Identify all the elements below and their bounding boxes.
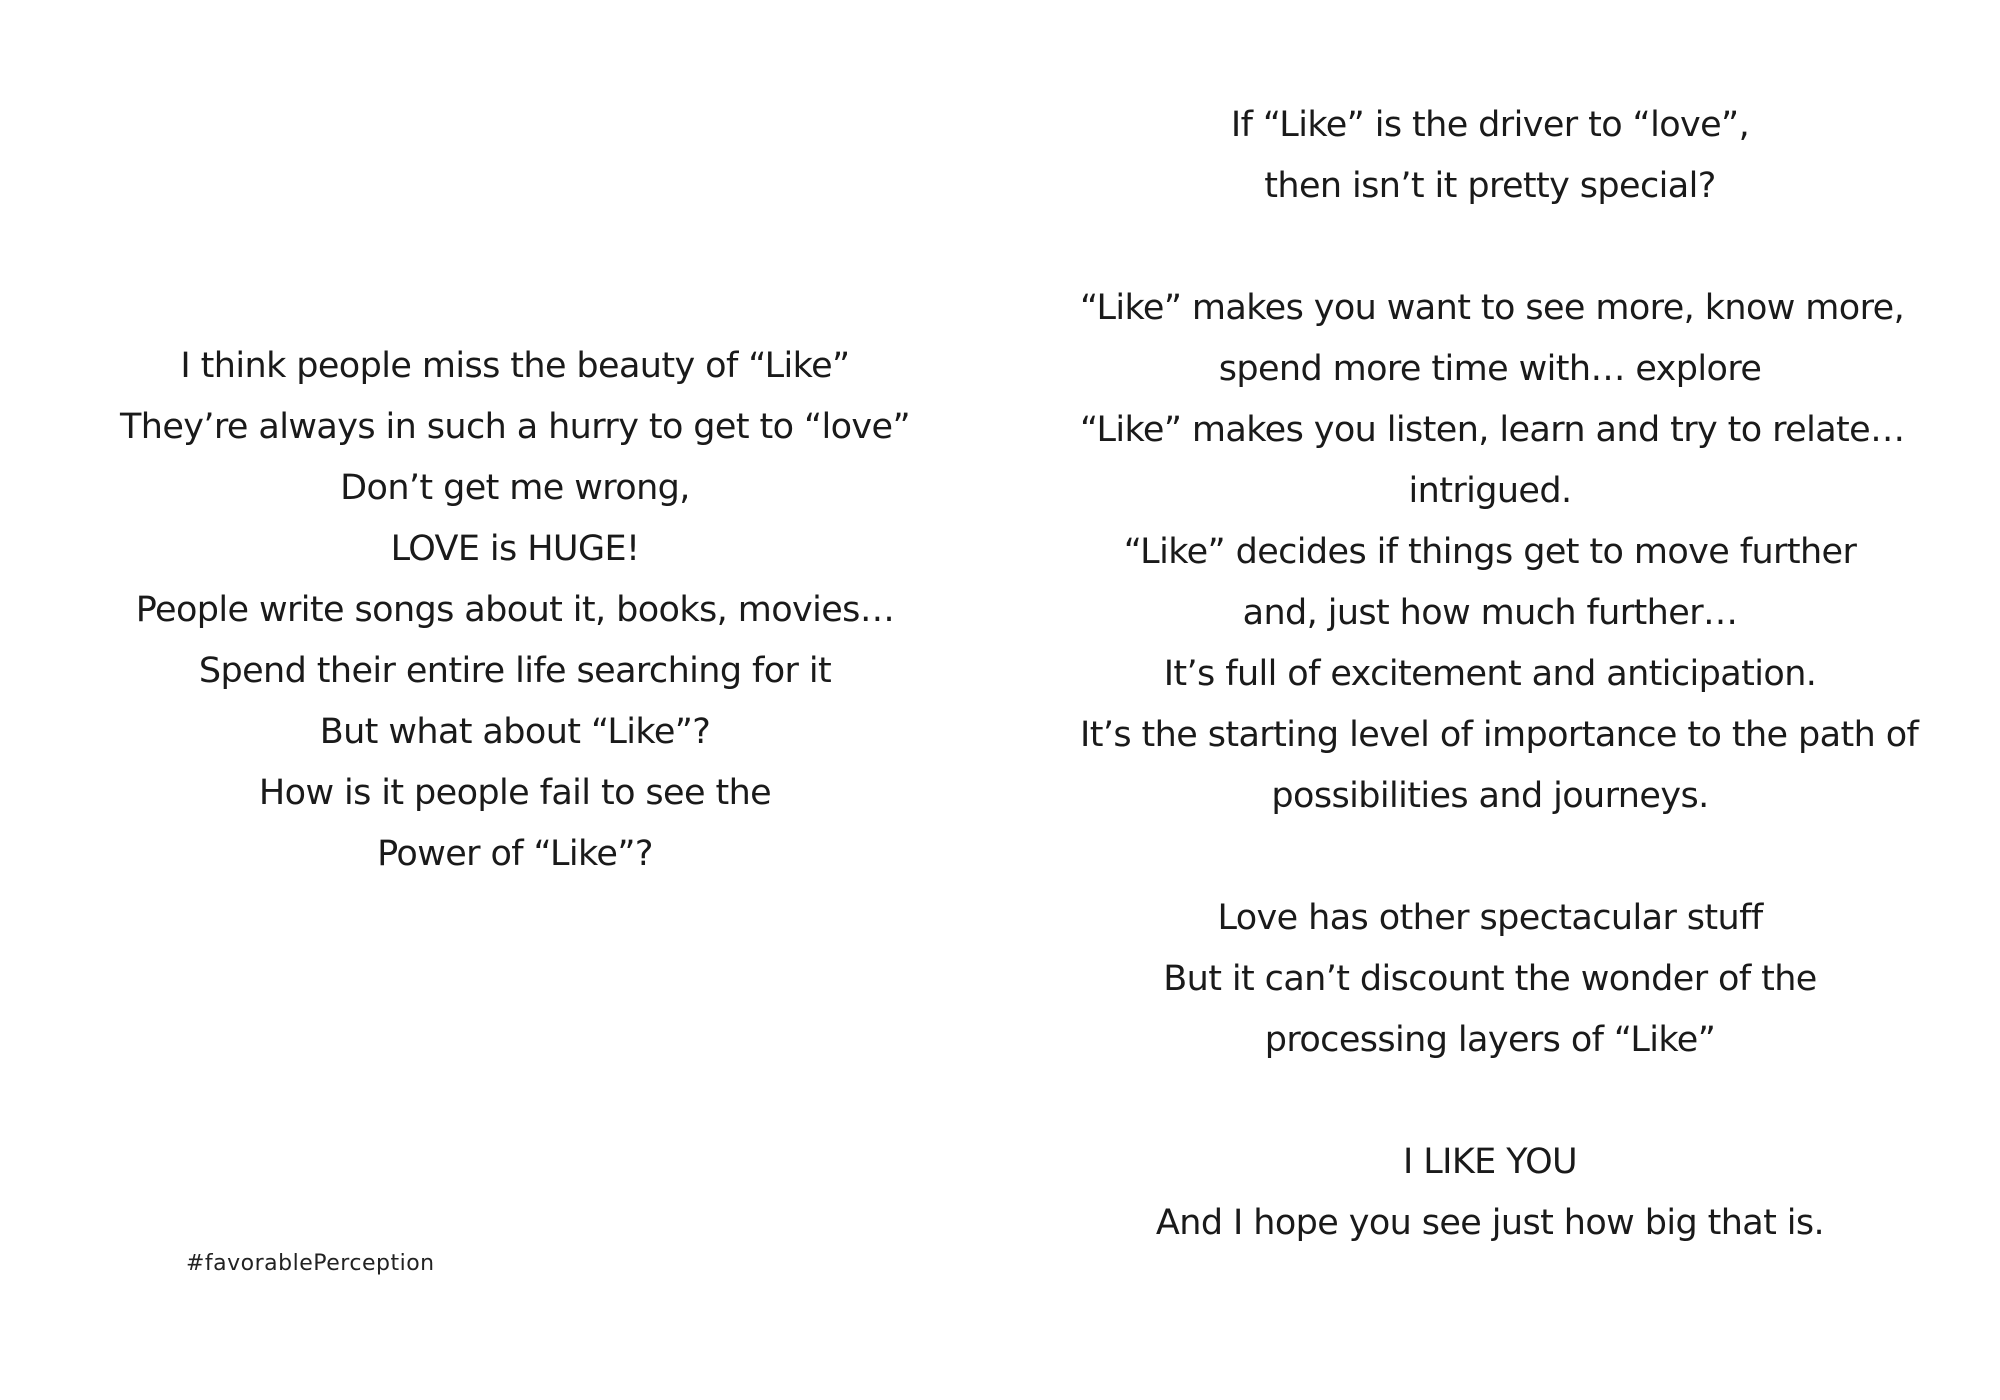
poem-line: processing layers of “Like” — [1264, 1020, 1716, 1060]
poem-line: spend more time with… explore — [1218, 349, 1762, 389]
poem-line: But it can’t discount the wonder of the — [1163, 959, 1817, 999]
left-stanza — [115, 336, 915, 885]
poem-line: They’re always in such a hurry to get to “love” — [119, 407, 911, 447]
poem-line: It’s full of excitement and anticipation. — [1163, 654, 1817, 694]
poem-line: “Like” makes you want to see more, know more, — [1080, 288, 1905, 328]
poem-line: “Like” makes you listen, learn and try to relate… — [1080, 410, 1905, 450]
stanza-break — [1080, 1071, 1900, 1132]
hashtag: #favorablePerception — [186, 1251, 435, 1276]
poem-line: It’s the starting level of importance to the path of — [1080, 715, 1919, 755]
poem-line: intrigued. — [1408, 471, 1572, 511]
stanza-break — [1080, 827, 1900, 888]
poem-line: And I hope you see just how big that is. — [1155, 1203, 1825, 1243]
poem-line: I LIKE YOU — [1402, 1142, 1578, 1182]
poem-line: Don’t get me wrong, — [340, 468, 690, 508]
poem-line: But what about “Like”? — [319, 712, 711, 752]
poem-line: possibilities and journeys. — [1271, 776, 1709, 816]
poem-line: Love has other spectacular stuff — [1217, 898, 1763, 938]
poem-line: “Like” decides if things get to move further — [1123, 532, 1857, 572]
poem-line: People write songs about it, books, movies… — [135, 590, 895, 630]
right-stanza — [1080, 95, 1919, 1254]
poem-line: and, just how much further… — [1242, 593, 1738, 633]
poem-line: then isn’t it pretty special? — [1264, 166, 1716, 206]
poem-line: If “Like” is the driver to “love”, — [1230, 105, 1750, 145]
poem-line: Spend their entire life searching for it — [198, 651, 832, 691]
poem-line: Power of “Like”? — [377, 834, 653, 874]
stanza-break — [1080, 217, 1900, 278]
poem-line: I think people miss the beauty of “Like” — [180, 346, 850, 386]
poem-line: LOVE is HUGE! — [390, 529, 640, 569]
poem-line: How is it people fail to see the — [258, 773, 772, 813]
